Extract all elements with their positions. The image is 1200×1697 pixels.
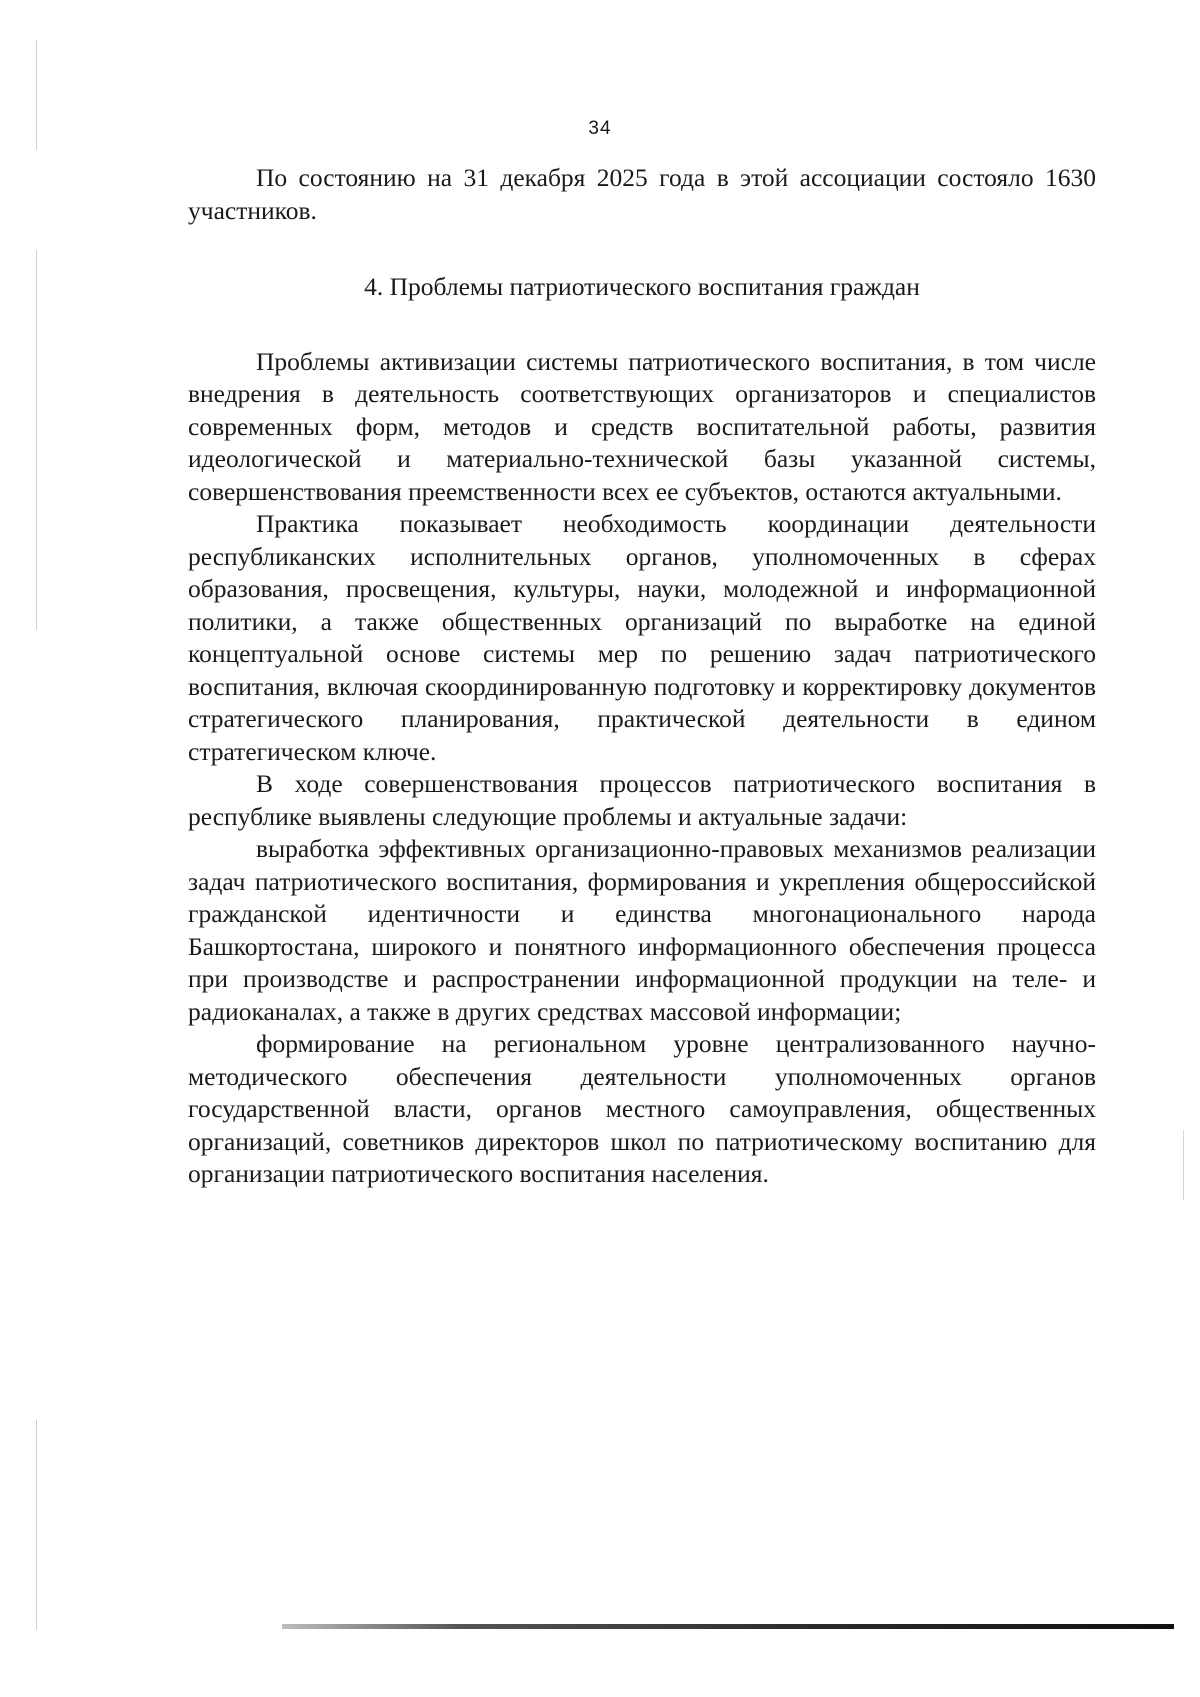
body-paragraph: Практика показывает необходимость координации деятельности республиканских исполнительных органов, уполномоченных в сферах образования, просвещения, культуры, науки, молодежной и информационной политики, а также общественных организаций по выработке на единой концептуальной основе системы мер по решению задач патриотического воспитания, включая скоординированную подготовку и корректировку документов стратегического планирования, практической деятельности в едином стратегическом ключе. bbox=[188, 509, 1096, 766]
scan-edge-mark bbox=[36, 250, 37, 630]
body-paragraph: Проблемы активизации системы патриотического воспитания, в том числе внедрения в деятельность соответствующих организаторов и специалистов современных форм, методов и средств воспитательной работы, развития идеологической и материально-технической базы указанной системы, совершенствования преемственности всех ее субъектов, остаются актуальными. bbox=[188, 346, 1096, 506]
list-item-paragraph: выработка эффективных организационно-правовых механизмов реализации задач патриотического воспитания, формирования и укрепления общероссийской гражданской идентичности и единства многонационального народа Башкортостана, широкого и понятного информационного обеспечения процесса при производстве и распространении информационной продукции на теле- и радиоканалах, а также в других средствах массовой информации; bbox=[188, 834, 1096, 1026]
body-paragraph: В ходе совершенствования процессов патриотического воспитания в республике выявлены следующие проблемы и актуальные задачи: bbox=[188, 769, 1096, 831]
document-body bbox=[188, 162, 1096, 1191]
footer-rule bbox=[282, 1624, 1174, 1629]
section-heading: 4. Проблемы патриотического воспитания граждан bbox=[364, 272, 920, 301]
list-item-paragraph: формирование на региональном уровне централизованного научно-методического обеспечения деятельности уполномоченных органов государственной власти, органов местного самоуправления, общественных организаций, советников директоров школ по патриотическому воспитанию для организации патриотического воспитания населения. bbox=[188, 1029, 1096, 1188]
scan-edge-mark bbox=[1183, 1130, 1184, 1200]
page-number: 34 bbox=[588, 118, 612, 139]
intro-paragraph: По состоянию на 31 декабря 2025 года в этой ассоциации состояло 1630 участников. bbox=[188, 163, 1096, 225]
scan-edge-mark bbox=[36, 1420, 37, 1630]
